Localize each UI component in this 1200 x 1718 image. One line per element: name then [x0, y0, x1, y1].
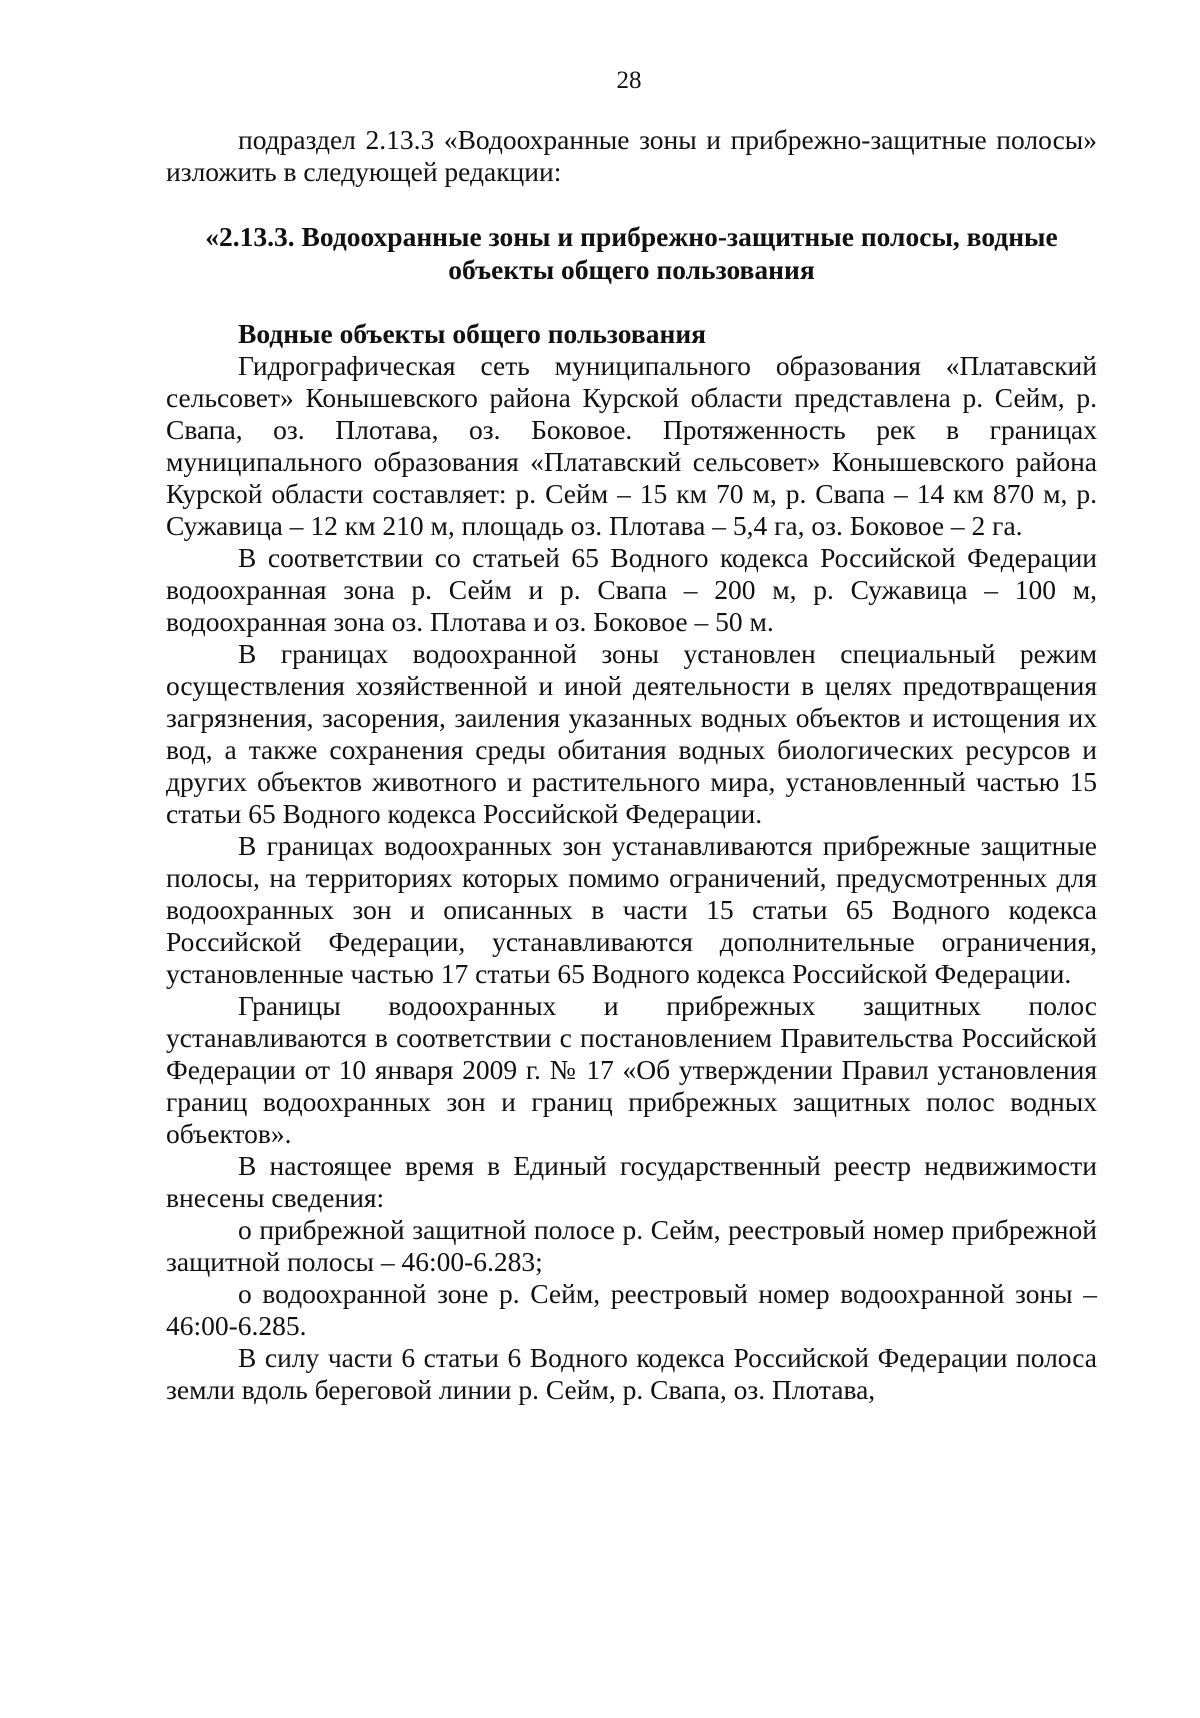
body-paragraph: В соответствии со статьей 65 Водного кодекса Российской Федерации водоохранная зона р. Сейм и р. Свапа – 200 м, р. Сужавица – 100 м, водоохранная зона оз. Плотава и оз. Боковое – 50 м.	[166, 542, 1097, 637]
body-paragraph: Гидрографическая сеть муниципального образования «Платавский сельсовет» Конышевского района Курской области представлена р. Сейм, р. Свапа, оз. Плотава, оз. Боковое. Протяженность рек в границах муниципального образования «Платавский сельсовет» Конышевского района Курской области составляет: р. Сейм – 15 км 70 м, р. Свапа – 14 км 870 м, р. Сужавица – 12 км 210 м, площадь оз. Плотава – 5,4 га, оз. Боковое – 2 га.	[166, 350, 1097, 541]
intro-paragraph: подраздел 2.13.3 «Водоохранные зоны и прибрежно-защитные полосы» изложить в следующей редакции:	[166, 124, 1097, 187]
body-paragraph: Границы водоохранных и прибрежных защитных полос устанавливаются в соответствии с постановлением Правительства Российской Федерации от 10 января 2009 г. № 17 «Об утверждении Правил установления границ водоохранных зон и границ прибрежных защитных полос водных объектов».	[166, 990, 1097, 1149]
body-paragraph: В границах водоохранной зоны установлен специальный режим осуществления хозяйственной и иной деятельности в целях предотвращения загрязнения, засорения, заиления указанных водных объектов и истощения их вод, а также сохранения среды обитания водных биологических ресурсов и других объектов животного и растительного мира, установленный частью 15 статьи 65 Водного кодекса Российской Федерации.	[166, 638, 1097, 829]
body-paragraph: о водоохранной зоне р. Сейм, реестровый номер водоохранной зоны – 46:00-6.285.	[166, 1278, 1097, 1341]
section-title: «2.13.3. Водоохранные зоны и прибрежно-защитные полосы, водные объекты общего пользования	[205, 221, 1058, 285]
subheading: Водные объекты общего пользования	[238, 318, 707, 349]
body-paragraph: В силу части 6 статьи 6 Водного кодекса Российской Федерации полоса земли вдоль береговой линии р. Сейм, р. Свапа, оз. Плотава,	[166, 1342, 1097, 1405]
body-paragraph: В границах водоохранных зон устанавливаются прибрежные защитные полосы, на территориях которых помимо ограничений, предусмотренных для водоохранных зон и описанных в части 15 статьи 65 Водного кодекса Российской Федерации, устанавливаются дополнительные ограничения, установленные частью 17 статьи 65 Водного кодекса Российской Федерации.	[166, 830, 1097, 989]
page-number: 28	[616, 67, 642, 94]
document-body	[166, 124, 1097, 1406]
body-paragraph: В настоящее время в Единый государственный реестр недвижимости внесены сведения:	[166, 1150, 1097, 1213]
body-paragraph: о прибрежной защитной полосе р. Сейм, реестровый номер прибрежной защитной полосы – 46:00-6.283;	[166, 1214, 1097, 1277]
